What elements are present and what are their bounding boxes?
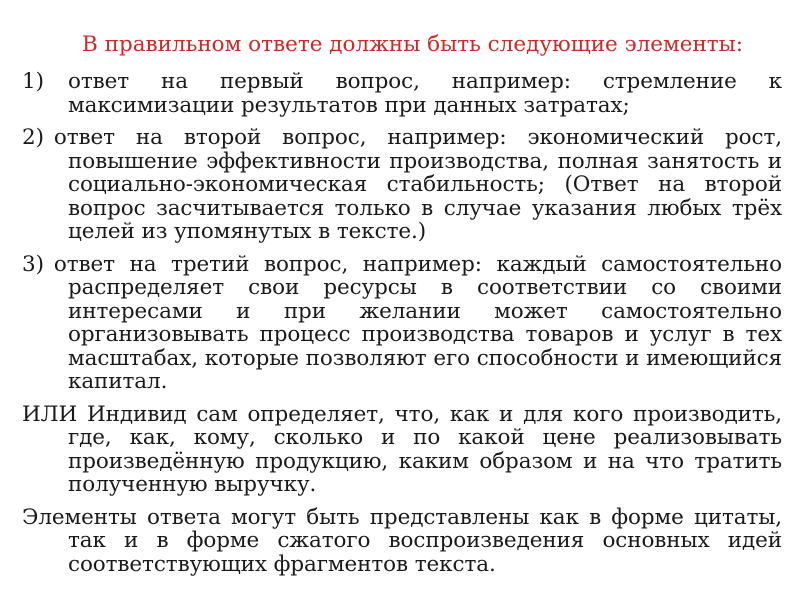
- answer-item-1: [22, 70, 782, 117]
- item-number: 2): [22, 125, 44, 150]
- item-text: ответ на первый вопрос, например: стремление к максимизации результатов при данных затратах;: [68, 69, 782, 118]
- note-paragraph: Элементы ответа могут быть представлены как в форме цитаты, так и в форме сжатого воспроизведения основных идей соответствующих фрагментов текста.: [22, 504, 782, 577]
- item-text: ответ на второй вопрос, например: экономический рост, повышение эффективности производства, полная занятость и социально-экономическая стабильность; (Ответ на второй вопрос засчитывается только в случае указания любых трёх целей из упомянутых в тексте.): [53, 125, 782, 244]
- or-paragraph: ИЛИ Индивид сам определяет, что, как и для кого производить, где, как, кому, сколько и по какой цене реализовывать произведённую продукцию, каким образом и на что тратить полученную выручку.: [22, 401, 782, 497]
- slide-heading: В правильном ответе должны быть следующие элементы:: [82, 32, 744, 57]
- item-text: ответ на третий вопрос, например: каждый самостоятельно распределяет свои ресурсы в соответствии со своими интересами и при желании может самостоятельно организовывать процесс производства товаров и услуг в тех масштабах, которые позволяют его способности и имеющийся капитал.: [53, 251, 782, 394]
- item-number: 3): [22, 251, 44, 277]
- answer-item-3: [22, 253, 782, 394]
- item-number: 1): [22, 69, 44, 94]
- answer-item-2: [22, 126, 782, 244]
